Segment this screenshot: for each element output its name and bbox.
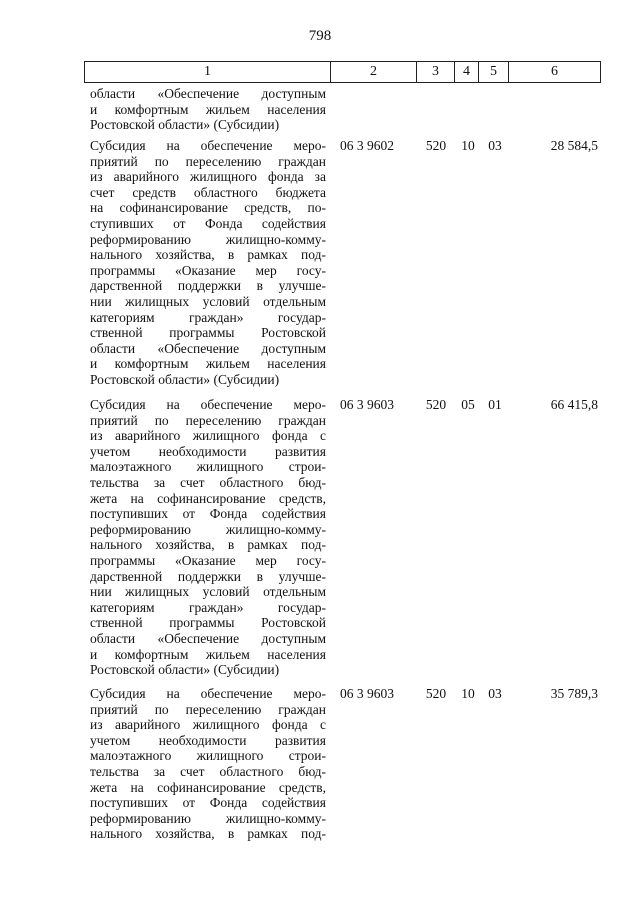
expense-type: 520 (425, 686, 447, 701)
description-line: жета на софинансирование средств, (90, 779, 326, 795)
description-line: Субсидия на обеспечение меро- (90, 397, 326, 412)
description-line: категориям граждан» государ- (90, 309, 326, 325)
section: 10 (461, 138, 475, 153)
description-line: программы «Оказание мер госу- (90, 552, 326, 568)
description-line: и комфортным жильем населения (90, 646, 326, 662)
description-line: приятий по переселению граждан (90, 153, 326, 169)
page-number: 798 (308, 28, 332, 44)
description-line: из аварийного жилищного фонда с (90, 428, 326, 444)
table-header (84, 61, 601, 83)
description-line: счет средств областного бюджета (90, 184, 326, 200)
row-description (90, 686, 326, 842)
description-line: Субсидия на обеспечение меро- (90, 686, 326, 701)
header-col-2: 2 (331, 62, 417, 83)
description-line: Ростовской области» (Субсидии) (90, 117, 280, 133)
description-line: реформированию жилищно-комму- (90, 231, 326, 247)
description-line: тельства за счет областного бюд- (90, 474, 326, 490)
description-line: и комфортным жильем населения (90, 101, 326, 117)
description-line: ступивших от Фонда содействия (90, 215, 326, 231)
description-line: области «Обеспечение доступным (90, 86, 326, 101)
subsection: 03 (488, 138, 502, 153)
expense-type: 520 (425, 138, 447, 153)
target-code: 06 3 9603 (340, 686, 394, 701)
description-line: области «Обеспечение доступным (90, 630, 326, 646)
amount: 28 584,5 (550, 138, 598, 153)
description-line: ственной программы Ростовской (90, 325, 326, 341)
description-line: малоэтажного жилищного строи- (90, 748, 326, 764)
target-code: 06 3 9602 (340, 138, 394, 153)
description-line: дарственной поддержки в улучше- (90, 278, 326, 294)
description-line: ственной программы Ростовской (90, 615, 326, 631)
description-line: нального хозяйства, в рамках под- (90, 247, 326, 263)
description-line: поступивших от Фонда содействия (90, 795, 326, 811)
target-code: 06 3 9603 (340, 397, 394, 412)
description-line: нии жилищных условий отдельным (90, 293, 326, 309)
description-line: категориям граждан» государ- (90, 599, 326, 615)
header-col-3: 3 (417, 62, 455, 83)
description-line: Ростовской области» (Субсидии) (90, 371, 280, 387)
header-col-6: 6 (509, 62, 601, 83)
description-line: жета на софинансирование средств, (90, 490, 326, 506)
description-line: приятий по переселению граждан (90, 412, 326, 428)
section: 05 (461, 397, 475, 412)
expense-type: 520 (425, 397, 447, 412)
description-line: программы «Оказание мер госу- (90, 262, 326, 278)
amount: 66 415,8 (550, 397, 598, 412)
description-line: приятий по переселению граждан (90, 701, 326, 717)
header-col-4: 4 (455, 62, 479, 83)
description-line: области «Обеспечение доступным (90, 340, 326, 356)
description-line: реформированию жилищно-комму- (90, 521, 326, 537)
description-line: реформированию жилищно-комму- (90, 810, 326, 826)
header-col-5: 5 (479, 62, 509, 83)
description-line: Субсидия на обеспечение меро- (90, 138, 326, 153)
row-description (90, 138, 326, 388)
subsection: 03 (488, 686, 502, 701)
description-line: нии жилищных условий отдельным (90, 584, 326, 600)
amount: 35 789,3 (550, 686, 598, 701)
description-line: из аварийного жилищного фонда с (90, 717, 326, 733)
description-line: из аварийного жилищного фонда за (90, 169, 326, 185)
header-col-1: 1 (85, 62, 331, 83)
description-line: учетом необходимости развития (90, 732, 326, 748)
description-line: Ростовской области» (Субсидии) (90, 662, 280, 678)
description-line: дарственной поддержки в улучше- (90, 568, 326, 584)
description-line: на софинансирование средств, по- (90, 200, 326, 216)
row-description (90, 86, 326, 133)
description-line: нального хозяйства, в рамках под- (90, 826, 326, 842)
description-line: и комфортным жильем населения (90, 356, 326, 372)
description-line: поступивших от Фонда содействия (90, 506, 326, 522)
row-description (90, 397, 326, 678)
description-line: тельства за счет областного бюд- (90, 763, 326, 779)
section: 10 (461, 686, 475, 701)
description-line: нального хозяйства, в рамках под- (90, 537, 326, 553)
description-line: учетом необходимости развития (90, 443, 326, 459)
description-line: малоэтажного жилищного строи- (90, 459, 326, 475)
subsection: 01 (488, 397, 502, 412)
